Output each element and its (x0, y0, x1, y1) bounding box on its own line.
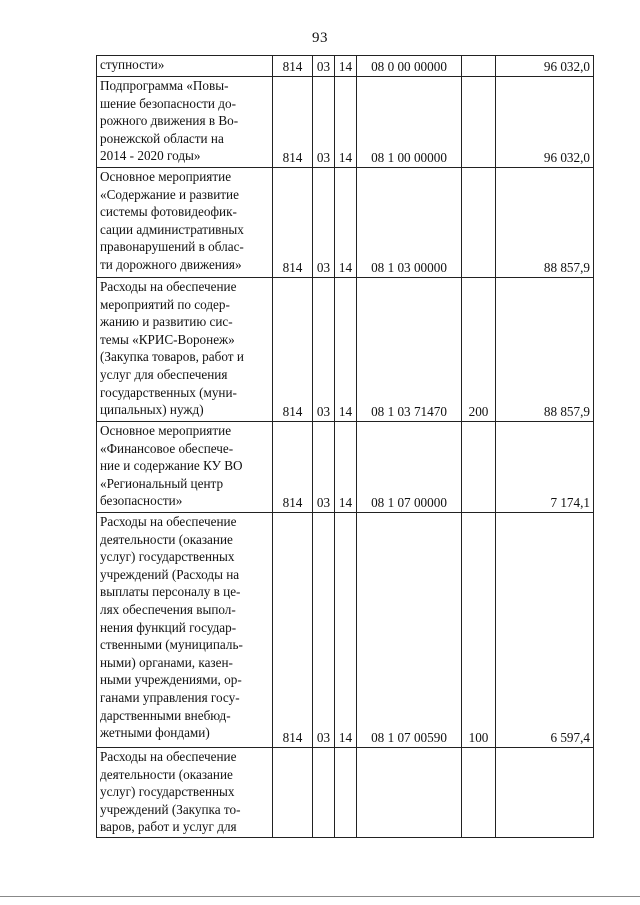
target-code: 08 1 07 00590 (357, 513, 462, 748)
expense-code: 100 (462, 513, 496, 748)
admin-code: 814 (273, 77, 313, 168)
target-code: 08 1 03 00000 (357, 168, 462, 278)
subsection-code (335, 748, 357, 838)
subsection-code: 14 (335, 278, 357, 422)
row-name: Расходы на обеспечение мероприятий по содер- жанию и развитию сис- темы «КРИС-Воронеж» (Закупка товаров, работ и услуг для обеспечения государственных (муни- ципальных) нужд) (97, 278, 273, 422)
table-row (97, 77, 594, 168)
amount: 6 597,4 (496, 513, 594, 748)
page-number: 93 (312, 30, 328, 46)
expense-code (462, 56, 496, 77)
table-row (97, 513, 594, 748)
row-name: Подпрограмма «Повы- шение безопасности до- рожного движения в Во- ронежской области на 2014 - 2020 годы» (97, 77, 273, 168)
budget-table (96, 55, 594, 838)
row-name: Расходы на обеспечение деятельности (оказание услуг) государственных учреждений (Расходы на выплаты персоналу в це- лях обеспечения выпол- нения функций государ- ственными (муниципаль- ными) органами, казен- ными учреждениями, ор- ганами управления госу- дарственными внебюд- жетными фондами) (97, 513, 273, 748)
target-code: 08 1 07 00000 (357, 422, 462, 513)
expense-code (462, 748, 496, 838)
admin-code: 814 (273, 168, 313, 278)
section-code: 03 (313, 513, 335, 748)
amount: 88 857,9 (496, 168, 594, 278)
admin-code (273, 748, 313, 838)
section-code: 03 (313, 168, 335, 278)
admin-code: 814 (273, 278, 313, 422)
subsection-code: 14 (335, 513, 357, 748)
section-code: 03 (313, 278, 335, 422)
admin-code: 814 (273, 56, 313, 77)
table-row (97, 168, 594, 278)
row-name: Основное мероприятие «Финансовое обеспече- ние и содержание КУ ВО «Региональный центр безопасности» (97, 422, 273, 513)
admin-code: 814 (273, 513, 313, 748)
amount: 88 857,9 (496, 278, 594, 422)
table-row (97, 748, 594, 838)
section-code: 03 (313, 422, 335, 513)
row-name: Расходы на обеспечение деятельности (оказание услуг) государственных учреждений (Закупка то- варов, работ и услуг для (97, 748, 273, 838)
table-row (97, 278, 594, 422)
table-row (97, 56, 594, 77)
section-code: 03 (313, 77, 335, 168)
subsection-code: 14 (335, 422, 357, 513)
amount: 96 032,0 (496, 77, 594, 168)
amount (496, 748, 594, 838)
expense-code (462, 422, 496, 513)
subsection-code: 14 (335, 168, 357, 278)
target-code: 08 1 03 71470 (357, 278, 462, 422)
amount: 7 174,1 (496, 422, 594, 513)
expense-code (462, 77, 496, 168)
expense-code: 200 (462, 278, 496, 422)
admin-code: 814 (273, 422, 313, 513)
subsection-code: 14 (335, 56, 357, 77)
target-code: 08 1 00 00000 (357, 77, 462, 168)
row-name: Основное мероприятие «Содержание и развитие системы фотовидеофик- сации административных правонарушений в облас- ти дорожного движения» (97, 168, 273, 278)
footer-divider (0, 896, 640, 897)
amount: 96 032,0 (496, 56, 594, 77)
subsection-code: 14 (335, 77, 357, 168)
table-row (97, 422, 594, 513)
target-code: 08 0 00 00000 (357, 56, 462, 77)
section-code: 03 (313, 56, 335, 77)
section-code (313, 748, 335, 838)
row-name: ступности» (97, 56, 273, 77)
expense-code (462, 168, 496, 278)
target-code (357, 748, 462, 838)
